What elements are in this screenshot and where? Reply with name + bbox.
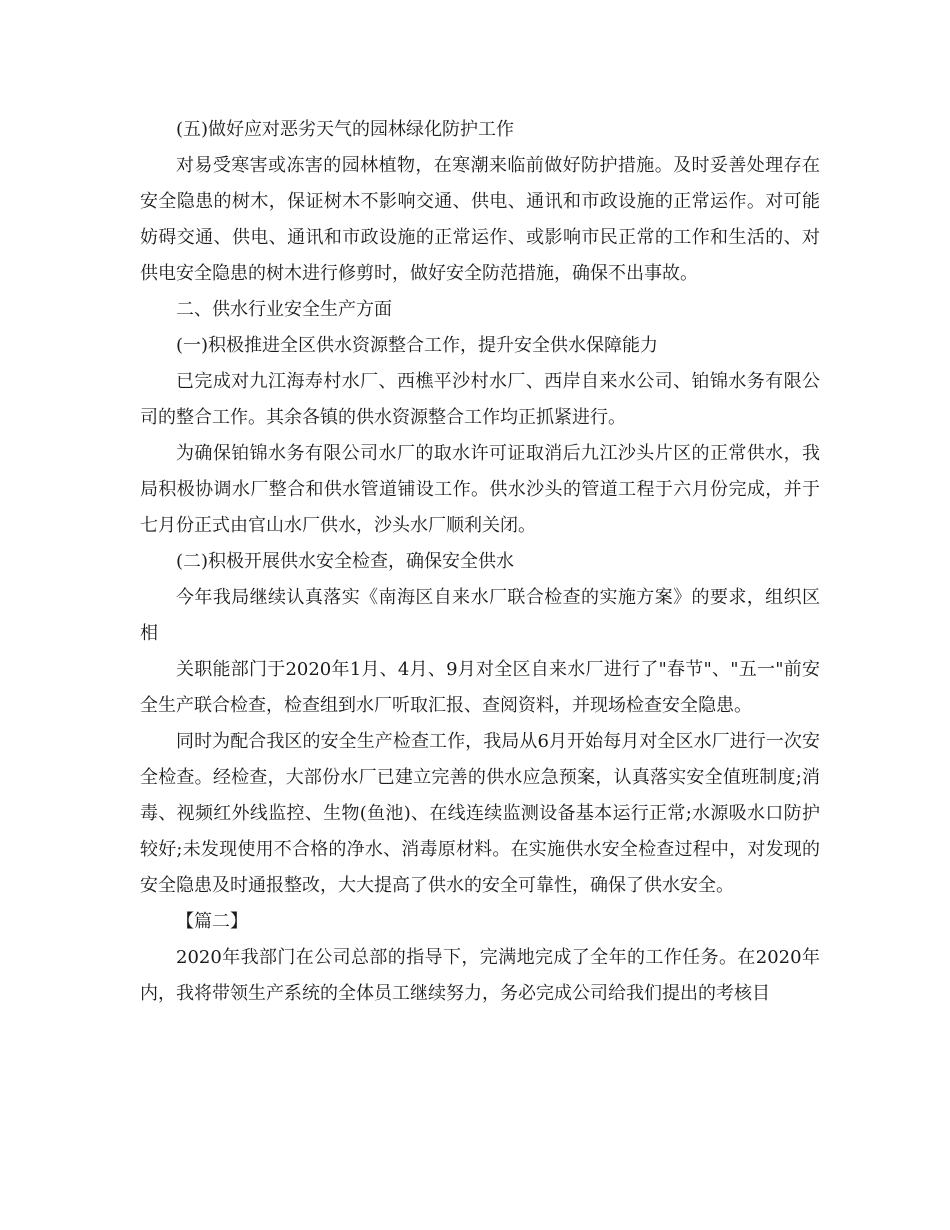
paragraph-shatou-supply: 为确保铂锦水务有限公司水厂的取水许可证取消后九江沙头片区的正常供水，我局积极协调水厂整合和供水管道铺设工作。供水沙头的管道工程于六月份完成，并于七月份正式由官山水厂供水，沙头水厂顺利关闭。 bbox=[140, 443, 820, 536]
paragraph-garden-protection: 对易受寒害或冻害的园林植物，在寒潮来临前做好防护措施。及时妥善处理存在安全隐患的树木，保证树木不影响交通、供电、通讯和市政设施的正常运作。对可能妨碍交通、供电、通讯和市政设施的正常运作、或影响市民正常的工作和生活的、对供电安全隐患的树木进行修剪时，做好安全防范措施，确保不出事故。 bbox=[140, 155, 820, 284]
part-two-heading: 【篇二】 bbox=[176, 911, 248, 932]
subsection-heading-one: (一)积极推进全区供水资源整合工作，提升安全供水保障能力 bbox=[176, 335, 659, 356]
paragraph-joint-inspection-intro: 今年我局继续认真落实《南海区自来水厂联合检查的实施方案》的要求，组织区相 bbox=[140, 587, 820, 644]
paragraph-integration-done: 已完成对九江海寿村水厂、西樵平沙村水厂、西岸自来水公司、铂锦水务有限公司的整合工作。其余各镇的供水资源整合工作均正抓紧进行。 bbox=[140, 371, 820, 428]
paragraph-joint-inspection-detail: 关职能部门于2020年1月、4月、9月对全区自来水厂进行了"春节"、"五一"前安全生产联合检查，检查组到水厂听取汇报、查阅资料，并现场检查安全隐患。 bbox=[140, 659, 820, 716]
section-heading-five: (五)做好应对恶劣天气的园林绿化防护工作 bbox=[176, 119, 515, 140]
section-heading-water-supply: 二、供水行业安全生产方面 bbox=[176, 299, 392, 320]
subsection-heading-two: (二)积极开展供水安全检查，确保安全供水 bbox=[176, 551, 515, 572]
paragraph-monthly-inspection: 同时为配合我区的安全生产检查工作，我局从6月开始每月对全区水厂进行一次安全检查。经检查，大部份水厂已建立完善的供水应急预案，认真落实安全值班制度;消毒、视频红外线监控、生物(鱼池)、在线连续监测设备基本运行正常;水源吸水口防护较好;未发现使用不合格的净水、消毒原材料。在实施供水安全检查过程中，对发现的安全隐患及时通报整改，大大提高了供水的安全可靠性，确保了供水安全。 bbox=[140, 731, 820, 896]
paragraph-2020-summary: 2020年我部门在公司总部的指导下，完满地完成了全年的工作任务。在2020年内，我将带领生产系统的全体员工继续努力，务必完成公司给我们提出的考核目 bbox=[140, 947, 820, 1004]
document-page bbox=[140, 112, 820, 1012]
